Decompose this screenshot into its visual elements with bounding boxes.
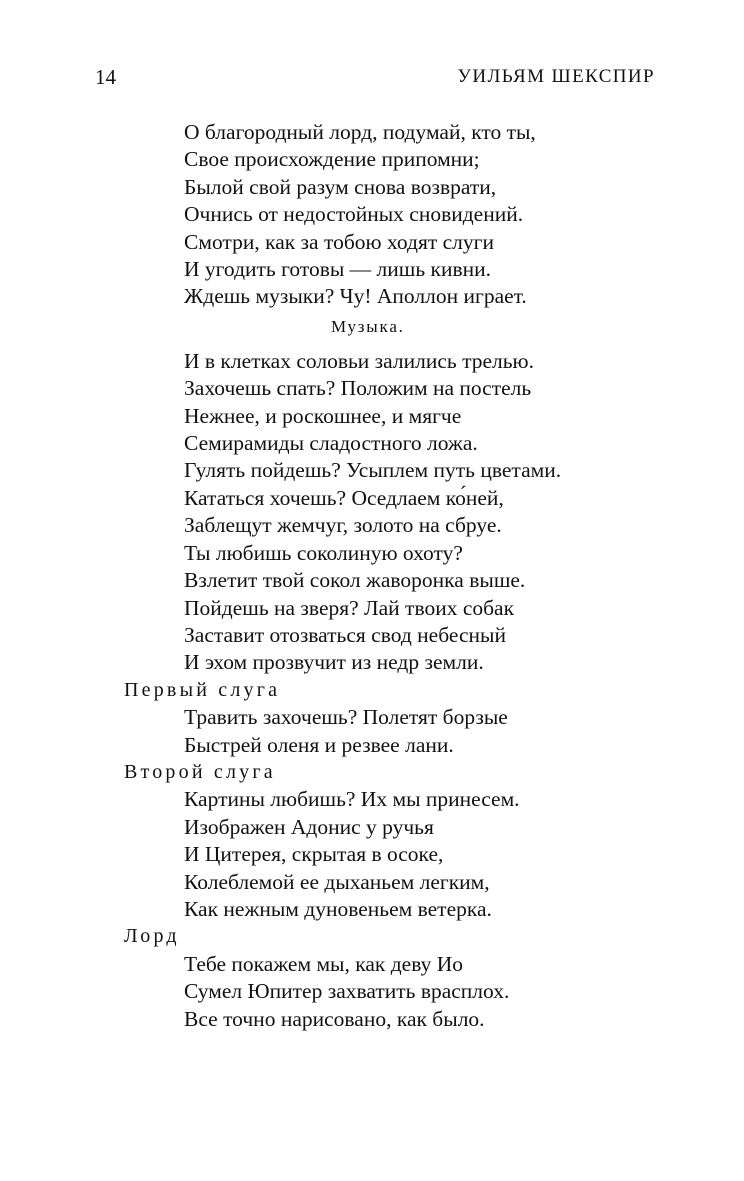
verse-line: Заблещут жемчуг, золото на сбруе. <box>184 513 502 538</box>
speaker-name: Второй слуга <box>124 760 276 783</box>
running-head: УИЛЬЯМ ШЕКСПИР <box>457 66 655 87</box>
verse-line: Захочешь спать? Положим на постель <box>184 376 532 401</box>
verse-line: Колеблемой ее дыханьем легким, <box>184 869 490 894</box>
verse-line: И Цитерея, скрытая в осоке, <box>184 842 444 867</box>
verse-line: Заставит отозваться свод небесный <box>184 622 506 647</box>
verse-line: И в клетках соловьи залились трелью. <box>184 348 534 373</box>
verse-line: О благородный лорд, подумай, кто ты, <box>184 120 536 144</box>
verse-line: Смотри, как за тобою ходят слуги <box>184 229 494 254</box>
verse-line: Тебе покажем мы, как деву Ио <box>184 951 464 976</box>
verse-line: Семирамиды сладостного ложа. <box>184 431 478 456</box>
verse-line: Ты любишь соколиную охоту? <box>184 540 463 565</box>
verse-line: Сумел Юпитер захватить врасплох. <box>184 979 510 1004</box>
verse-line: Гулять пойдешь? Усыплем путь цветами. <box>184 458 562 483</box>
verse-line: И эхом прозвучит из недр земли. <box>184 650 484 675</box>
verse-line: Пойдешь на зверя? Лай твоих собак <box>184 595 515 620</box>
speaker-name: Лорд <box>124 925 180 948</box>
verse-line: Очнись от недостойных сновидений. <box>184 202 524 227</box>
verse-line: Быстрей оленя и резвее лани. <box>184 732 454 757</box>
verse-line: Взлетит твой сокол жаворонка выше. <box>184 568 526 593</box>
verse-line: Изображен Адонис у ручья <box>184 814 434 839</box>
verse-line: Как нежным дуновеньем ветерка. <box>184 896 492 921</box>
page-number: 14 <box>95 65 116 89</box>
verse-line: Картины любишь? Их мы принесем. <box>184 787 520 812</box>
verse-line: Травить захочешь? Полетят борзые <box>184 705 508 730</box>
verse-line: Свое происхождение припомни; <box>184 147 480 172</box>
verse-line: Все точно нарисовано, как было. <box>184 1006 485 1031</box>
verse-line: Нежнее, и роскошнее, и мягче <box>184 403 462 428</box>
verse-line: Ждешь музыки? Чу! Аполлон играет. <box>184 284 527 309</box>
speaker-name: Первый слуга <box>124 678 281 701</box>
verse-line: И угодить готовы — лишь кивни. <box>184 257 492 282</box>
verse-line: Былой свой разум снова возврати, <box>184 174 497 199</box>
verse-text <box>0 119 744 1033</box>
stage-direction: Музыка. <box>331 316 405 336</box>
verse-line: Кататься хочешь? Оседлаем ко́ней, <box>184 485 504 510</box>
